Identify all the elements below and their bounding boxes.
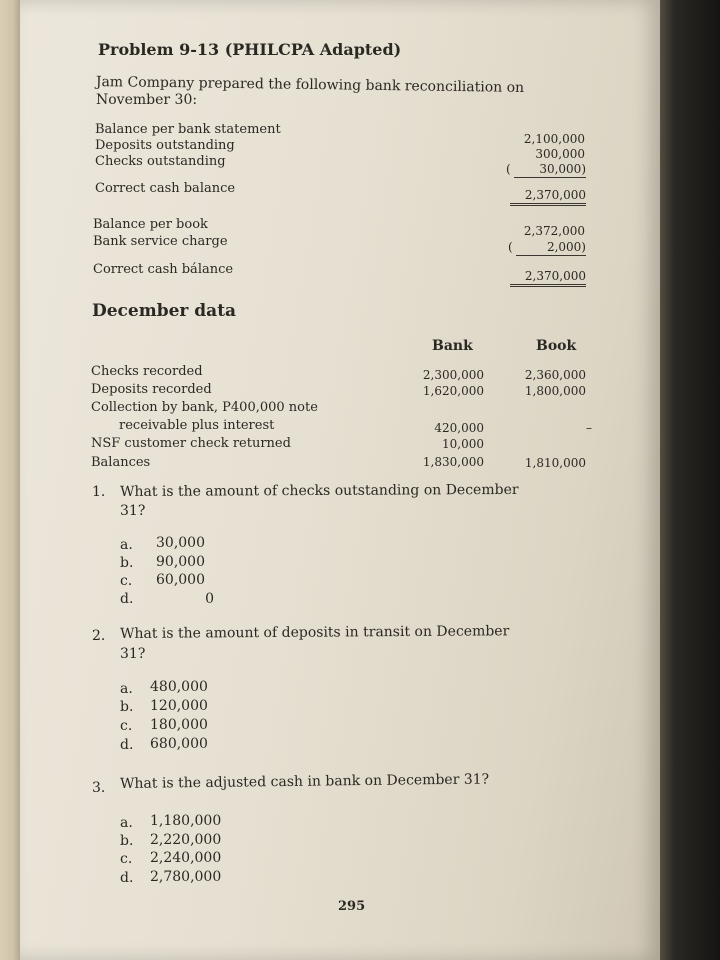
book-correct-balance-value: 2,370,000 — [510, 269, 586, 287]
q2-choice-a-letter: a. — [120, 681, 133, 697]
q1-choice-b-letter: b. — [120, 555, 134, 571]
charge-open-paren: ( — [508, 240, 513, 254]
column-header-book: Book — [536, 338, 577, 354]
bank-correct-balance-value: 2,370,000 — [510, 188, 586, 206]
row-book-collection: – — [586, 421, 592, 435]
q3-choice-d-value: 2,780,000 — [150, 869, 222, 885]
q1-choice-c-value: 60,000 — [156, 572, 205, 588]
row-label-balances: Balances — [91, 455, 151, 470]
checks-open-paren: ( — [506, 162, 511, 176]
question-2-text-line2: 31? — [120, 646, 146, 662]
checks-outstanding-value: 30,000) — [514, 162, 586, 178]
checks-outstanding-label: Checks outstanding — [95, 154, 226, 169]
deposits-outstanding-value: 300,000 — [535, 147, 585, 161]
q3-choice-a-value: 1,180,000 — [150, 813, 222, 829]
question-1-text-line2: 31? — [120, 503, 146, 519]
q3-choice-d-letter: d. — [120, 870, 134, 886]
q2-choice-d-letter: d. — [120, 737, 134, 753]
column-header-bank: Bank — [432, 338, 473, 354]
book-page — [20, 0, 660, 960]
q1-choice-b-value: 90,000 — [156, 554, 205, 570]
question-2-text-line1: What is the amount of deposits in transit on December — [120, 623, 510, 642]
q1-choice-a-value: 30,000 — [156, 535, 205, 551]
bank-balance-value: 2,100,000 — [523, 132, 585, 146]
row-label-checks-recorded: Checks recorded — [91, 364, 203, 379]
q2-choice-c-value: 180,000 — [150, 717, 208, 733]
q3-choice-c-letter: c. — [120, 851, 133, 867]
row-book-deposits-recorded: 1,800,000 — [524, 384, 586, 398]
q1-choice-d-value: 0 — [205, 591, 214, 607]
problem-title: Problem 9-13 (PHILCPA Adapted) — [98, 40, 402, 59]
service-charge-label: Bank service charge — [93, 234, 228, 249]
row-label-nsf-check: NSF customer check returned — [91, 436, 291, 451]
question-3-text-line1: What is the adjusted cash in bank on December 31? — [120, 771, 490, 792]
row-bank-balances: 1,830,000 — [422, 455, 484, 469]
q2-choice-b-letter: b. — [120, 699, 134, 715]
row-bank-deposits-recorded: 1,620,000 — [422, 384, 484, 398]
bank-correct-balance-label: Correct cash balance — [95, 181, 236, 196]
q2-choice-c-letter: c. — [120, 718, 133, 734]
bank-balance-label: Balance per bank statement — [95, 122, 281, 137]
row-bank-nsf-check: 10,000 — [442, 437, 484, 451]
q1-choice-c-letter: c. — [120, 573, 133, 589]
service-charge-value: 2,000) — [516, 240, 586, 256]
deposits-outstanding-label: Deposits outstanding — [95, 138, 235, 153]
q2-choice-d-value: 680,000 — [150, 736, 208, 752]
row-label-collection-by-bank: Collection by bank, P400,000 note — [91, 400, 318, 415]
q2-choice-a-value: 480,000 — [150, 679, 208, 695]
book-balance-value: 2,372,000 — [523, 224, 585, 238]
question-3-number: 3. — [92, 780, 106, 796]
q3-choice-a-letter: a. — [120, 815, 133, 831]
book-balance-label: Balance per book — [93, 217, 208, 232]
row-label-deposits-recorded: Deposits recorded — [91, 382, 212, 397]
row-book-balances: 1,810,000 — [524, 456, 586, 470]
row-label-note-receivable: receivable plus interest — [119, 418, 275, 433]
question-2-number: 2. — [92, 628, 106, 644]
q1-choice-a-letter: a. — [120, 537, 133, 553]
question-1-number: 1. — [92, 484, 106, 500]
q3-choice-b-letter: b. — [120, 833, 134, 849]
q2-choice-b-value: 120,000 — [150, 698, 208, 714]
background-shadow — [650, 0, 720, 960]
row-bank-checks-recorded: 2,300,000 — [422, 368, 484, 382]
question-1-text-line1: What is the amount of checks outstanding on December — [120, 481, 519, 500]
book-correct-balance-label: Correct cash bálance — [93, 262, 234, 277]
row-bank-collection: 420,000 — [434, 421, 484, 435]
q3-choice-c-value: 2,240,000 — [150, 850, 222, 866]
december-heading: December data — [92, 301, 237, 321]
q1-choice-d-letter: d. — [120, 591, 134, 607]
problem-intro-line1: Jam Company prepared the following bank reconciliation on — [95, 74, 525, 96]
row-book-checks-recorded: 2,360,000 — [524, 368, 586, 382]
page-number: 295 — [338, 899, 366, 914]
problem-intro-line2: November 30: — [96, 92, 198, 108]
book-spine-edge — [0, 0, 22, 960]
q3-choice-b-value: 2,220,000 — [150, 832, 222, 848]
